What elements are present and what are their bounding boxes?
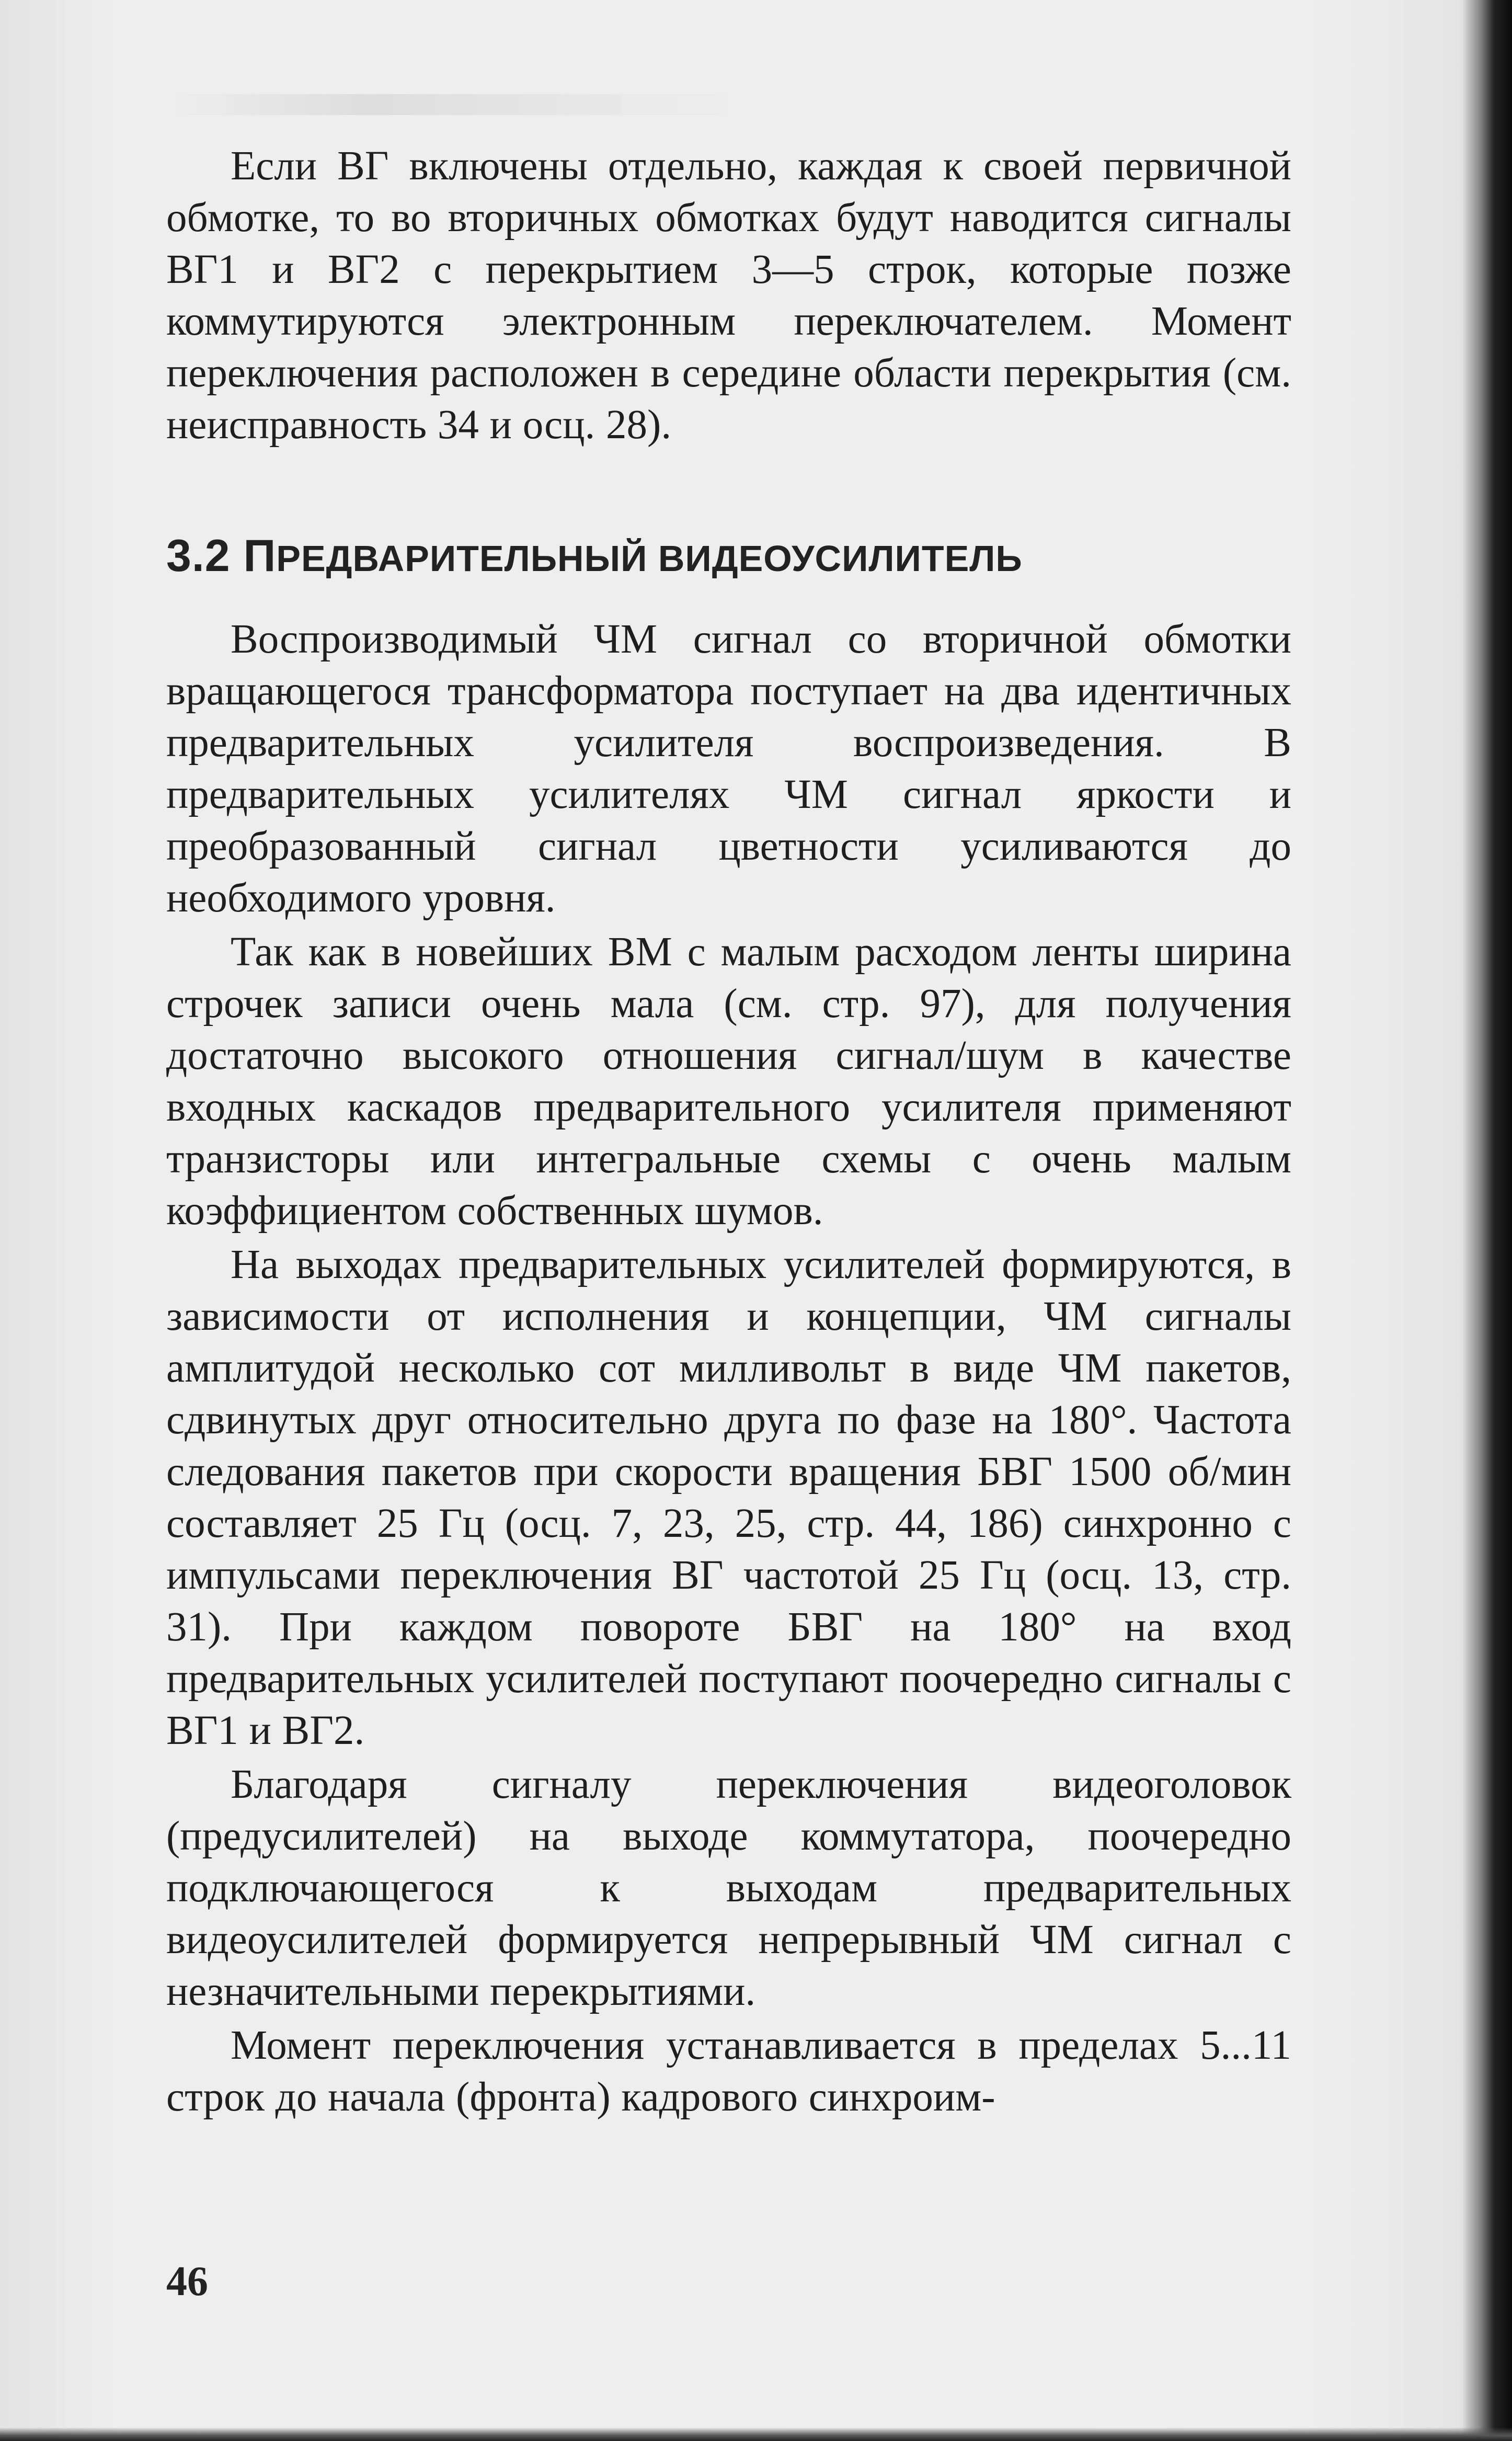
page-bottom-shadow [0, 2427, 1512, 2441]
paragraph-1: Воспроизводимый ЧМ сигнал со вторичной обмотки вращающегося трансформатора поступает на два идентичных предварительных усилителя воспроизведения. В предварительных усилителях ЧМ сигнал яркости и преобразованный сигнал цветности усиливаются до необходимого уровня. [166, 617, 1291, 921]
paragraph-5: Момент переключения устанавливается в пределах 5...11 строк до начала (фронта) кадрового синхроим- [166, 2023, 1291, 2120]
section-title-initial: П [243, 531, 277, 581]
paragraph-4: Благодаря сигналу переключения видеоголовок (предусилителей) на выходе коммутатора, поочередно подключающегося к выходам предварительных видеоусилителей формируется непрерывный ЧМ сигнал с незначительными перекрытиями. [166, 1762, 1291, 2014]
section-number: 3.2 [166, 531, 231, 581]
page-number: 46 [166, 2259, 208, 2305]
section-title [243, 531, 1022, 581]
scan-smudge [167, 94, 769, 115]
section-heading [166, 527, 1291, 587]
section-title-rest: РЕДВАРИТЕЛЬНЫЙ ВИДЕОУСИЛИТЕЛЬ [276, 538, 1023, 579]
page-content [166, 140, 1291, 2125]
paragraph-2: Так как в новейших ВМ с малым расходом ленты ширина строчек записи очень мала (см. стр. 97), для получения достаточно высокого отношения сигнал/шум в качестве входных каскадов предварительного усилителя применяют транзисторы или интегральные схемы с очень малым коэффициентом собственных шумов. [166, 929, 1291, 1234]
paragraph-3: На выходах предварительных усилителей формируются, в зависимости от исполнения и концепции, ЧМ сигналы амплитудой несколько сот милливольт в виде ЧМ пакетов, сдвинутых друг относительно друга по фазе на 180°. Частота следования пакетов при скорости вращения БВГ 1500 об/мин составляет 25 Гц (осц. 7, 23, 25, стр. 44, 186) синхронно с импульсами переключения ВГ частотой 25 Гц (осц. 13, стр. 31). При каждом повороте БВГ на 180° на вход предварительных усилителей поступают поочередно сигналы с ВГ1 и ВГ2. [166, 1242, 1291, 1753]
page-right-shadow [1462, 0, 1512, 2441]
paragraph-intro: Если ВГ включены отдельно, каждая к своей первичной обмотке, то во вторичных обмотках будут наводится сигналы ВГ1 и ВГ2 с перекрытием 3—5 строк, которые позже коммутируются электронным переключателем. Момент переключения расположен в середине области перекрытия (см. неисправность 34 и осц. 28). [166, 143, 1291, 448]
